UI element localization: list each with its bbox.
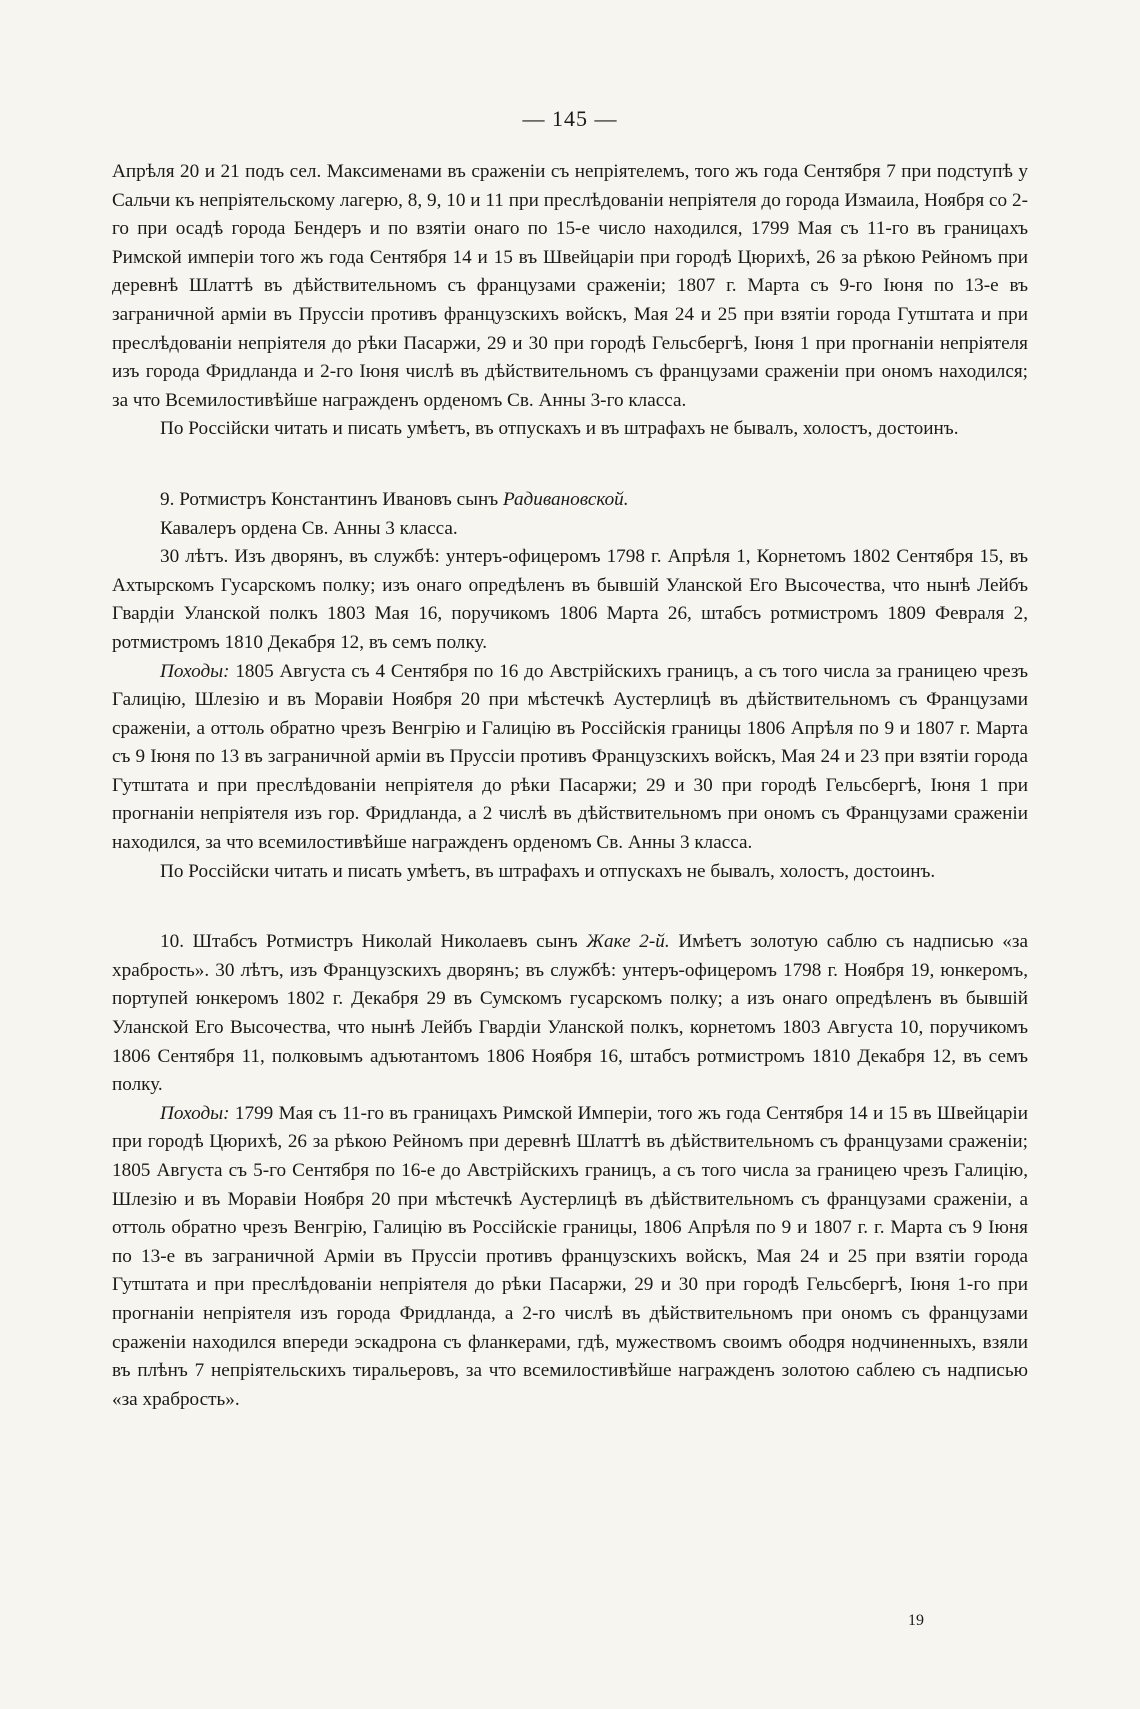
entry-10-service: Имѣетъ золотую саблю съ надписью «за храбрость». 30 лѣтъ, изъ Французскихъ дворянъ; въ службѣ: унтеръ-офицеромъ 1798 г. Ноября 19, юнкеромъ, портупей юнкеромъ 1802 г. Декабря 29 въ Сумскомъ гусарскомъ полку; а изъ онаго опредѣленъ въ бывшій Уланской Его Высочества, что нынѣ Лейбъ Гвардіи Уланской полкъ, корнетомъ 1803 Августа 10, поручикомъ 1806 Сентября 11, полковымъ адъютантомъ 1806 Ноября 16, штабсъ ротмистромъ 1810 Декабря 12, въ семъ полку.	[112, 931, 1028, 1096]
entry-9-name: Радивановской.	[502, 488, 629, 510]
entry-10-campaigns-label: Походы:	[160, 1102, 230, 1124]
entry-10-campaigns	[112, 1100, 1028, 1415]
entry-9-title	[112, 486, 1028, 515]
entry-10-title	[112, 928, 1028, 1100]
continued-literacy-paragraph: По Россійски читать и писать умѣетъ, въ отпускахъ и въ штрафахъ не бывалъ, холостъ, достоинъ.	[160, 418, 959, 440]
document-body	[112, 158, 1028, 1414]
entry-9-campaigns-text: 1805 Августа съ 4 Сентября по 16 до Австрійскихъ границъ, а съ того числа за границею чрезъ Галицію, Шлезію и въ Моравіи Ноября 20 при мѣстечкѣ Аустерлицѣ въ дѣйствительномъ съ Французами сраженіи, а оттоль обратно чрезъ Венгрію и Галицію въ Россійскія границы 1806 Апрѣля по 9 и 1807 г. Марта съ 9 Іюня по 13 въ заграничной арміи въ Пруссіи противъ Французскихъ войскъ, Мая 24 и 23 при взятіи города Гутштата и при преслѣдованіи непріятеля до рѣки Пасаржи; 29 и 30 при городѣ Гельсбергѣ, Іюня 1 при прогнаніи непріятеля изъ гор. Фридланда, а 2 числѣ въ дѣйствительномъ при ономъ съ Французами сраженіи находился, за что всемилостивѣйше награжденъ орденомъ Св. Анны 3 класса.	[112, 660, 1028, 854]
entry-9-title-text: 9. Ротмистръ Константинъ Ивановъ сынъ	[160, 488, 503, 510]
signature-mark: 19	[908, 1612, 924, 1629]
entry-9-award: Кавалеръ ордена Св. Анны 3 класса.	[160, 517, 458, 539]
entry-10-campaigns-text: 1799 Мая съ 11-го въ границахъ Римской Имперіи, того жъ года Сентября 14 и 15 въ Швейцаріи при городѣ Цюрихѣ, 26 за рѣкою Рейномъ при деревнѣ Шлаттѣ въ дѣйствительномъ съ французами сраженіи; 1805 Августа съ 5-го Сентября по 16-е до Австрійскихъ границъ, а съ того числа за границею чрезъ Галицію, Шлезію и въ Моравіи Ноября 20 при мѣстечкѣ Аустерлицѣ въ дѣйствительномъ съ французами сраженіи, а оттоль обратно чрезъ Венгрію, Галицію въ Россійскіе границы, 1806 Апрѣля по 9 и 1807 г. г. Марта съ 9 Іюня по 13-е въ заграничной Арміи въ Пруссіи противъ французскихъ войскъ, Мая 24 и 25 при взятіи города Гутштата и при преслѣдованіи непріятеля до рѣки Пасаржи, 29 и 30 при городѣ Гельсбергѣ, Іюня 1-го при прогнаніи непріятеля изъ города Фридланда, а 2-го числѣ въ дѣйствительномъ при ономъ съ французами сраженіи находился впереди эскадрона съ фланкерами, гдѣ, мужествомъ своимъ ободря нодчиненныхъ, взяли въ плѣнъ 7 непріятельскихъ тиральеровъ, за что всемилостивѣйше награжденъ золотою саблею съ надписью «за храбрость».	[112, 1102, 1028, 1410]
continued-paragraph: Апрѣля 20 и 21 подъ сел. Максименами въ сраженіи съ непріятелемъ, того жъ года Сентября 7 при подступѣ у Сальчи къ непріятельскому лагерю, 8, 9, 10 и 11 при преслѣдованіи непріятеля до города Измаила, Ноября со 2-го при осадѣ города Бендеръ и по взятіи онаго по 15-е число находился, 1799 Мая съ 11-го въ границахъ Римской имперіи того жъ года Сентября 14 и 15 въ Швейцаріи при городѣ Цюрихѣ, 26 за рѣкою Рейномъ при деревнѣ Шлаттѣ въ дѣйствительномъ съ французами сраженіи; 1807 г. Марта съ 9-го Іюня по 13-е въ заграничной арміи въ Пруссіи противъ французскихъ войскъ, Мая 24 и 25 при взятіи города Гутштата и при преслѣдованіи непріятеля до рѣки Пасаржи, 29 и 30 при городѣ Гельсбергѣ, Іюня 1 при прогнаніи непріятеля изъ города Фридланда и 2-го Іюня числѣ въ дѣйствительномъ съ французами сраженіи при ономъ находился; за что Всемилостивѣйше награжденъ орденомъ Св. Анны 3-го класса.	[112, 161, 1028, 411]
entry-9-service: 30 лѣтъ. Изъ дворянъ, въ службѣ: унтеръ-офицеромъ 1798 г. Апрѣля 1, Корнетомъ 1802 Сентября 15, въ Ахтырскомъ Гусарскомъ полку; изъ онаго опредѣленъ въ бывшій Уланской Его Высочества, что нынѣ Лейбъ Гвардіи Уланской полкъ 1803 Мая 16, поручикомъ 1806 Марта 26, штабсъ ротмистромъ 1809 Февраля 2, ротмистромъ 1810 Декабря 12, въ семъ полку.	[112, 546, 1028, 653]
entry-9-literacy: По Россійски читать и писать умѣетъ, въ штрафахъ и отпускахъ не бывалъ, холостъ, достоинъ.	[160, 860, 936, 882]
page-number: — 145 —	[522, 106, 618, 131]
entry-9-campaigns	[112, 658, 1028, 858]
entry-10-name: Жаке 2-й.	[586, 931, 670, 953]
entry-9-campaigns-label: Походы:	[160, 660, 230, 682]
entry-10-title-text: 10. Штабсъ Ротмистръ Николай Николаевъ сынъ	[160, 931, 587, 953]
